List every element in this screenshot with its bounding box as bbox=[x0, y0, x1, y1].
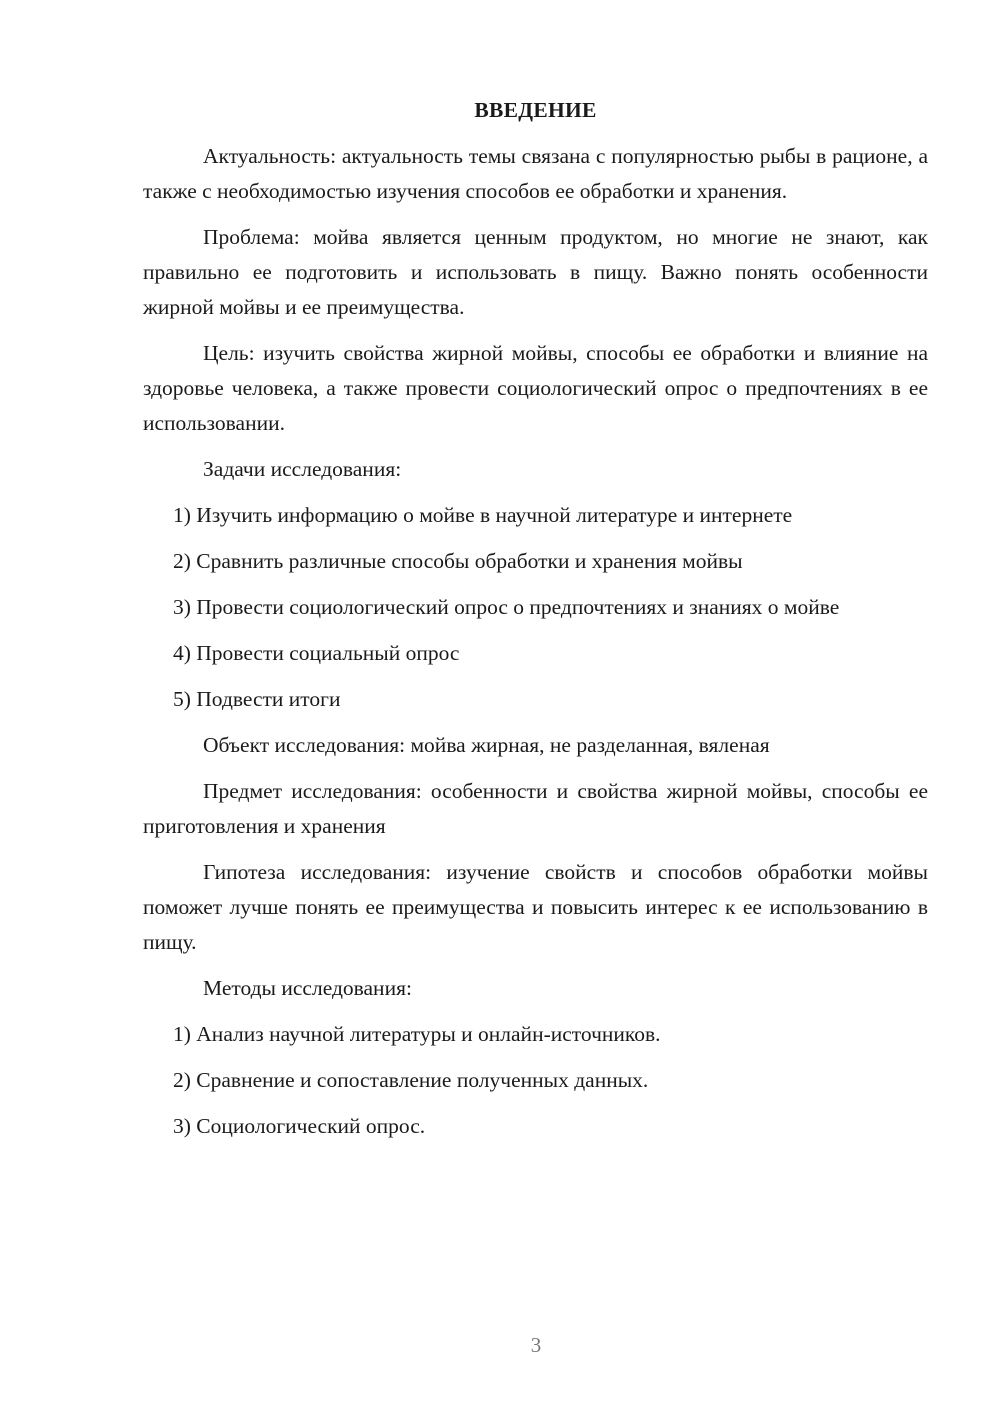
section-heading: ВВЕДЕНИЕ bbox=[474, 98, 597, 122]
page-number: 3 bbox=[530, 1333, 542, 1357]
subject-paragraph: Предмет исследования: особенности и свойства жирной мойвы, способы ее приготовления и хранения bbox=[143, 779, 928, 838]
tasks-heading: Задачи исследования: bbox=[203, 457, 402, 481]
problem-paragraph: Проблема: мойва является ценным продуктом, но многие не знают, как правильно ее подготовить и использовать в пищу. Важно понять особенности жирной мойвы и ее преимущества. bbox=[143, 225, 928, 319]
task-item-5: 5) Подвести итоги bbox=[173, 687, 341, 711]
task-item-4: 4) Провести социальный опрос bbox=[173, 641, 460, 665]
hypothesis-paragraph: Гипотеза исследования: изучение свойств и способов обработки мойвы поможет лучше понять ее преимущества и повысить интерес к ее использованию в пищу. bbox=[143, 860, 928, 954]
relevance-paragraph: Актуальность: актуальность темы связана с популярностью рыбы в рационе, а также с необходимостью изучения способов ее обработки и хранения. bbox=[143, 144, 928, 203]
method-item-1: 1) Анализ научной литературы и онлайн-источников. bbox=[173, 1022, 661, 1046]
method-item-2: 2) Сравнение и сопоставление полученных данных. bbox=[173, 1068, 649, 1092]
object-paragraph: Объект исследования: мойва жирная, не разделанная, вяленая bbox=[203, 733, 770, 757]
goal-paragraph: Цель: изучить свойства жирной мойвы, способы ее обработки и влияние на здоровье человека, а также провести социологический опрос о предпочтениях в ее использовании. bbox=[143, 341, 928, 435]
task-item-1: 1) Изучить информацию о мойве в научной литературе и интернете bbox=[173, 503, 793, 527]
task-item-3: 3) Провести социологический опрос о предпочтениях и знаниях о мойве bbox=[173, 595, 840, 619]
method-item-3: 3) Социологический опрос. bbox=[173, 1114, 426, 1138]
task-item-2: 2) Сравнить различные способы обработки и хранения мойвы bbox=[173, 549, 743, 573]
methods-heading: Методы исследования: bbox=[203, 976, 412, 1000]
page-content bbox=[143, 93, 928, 1155]
